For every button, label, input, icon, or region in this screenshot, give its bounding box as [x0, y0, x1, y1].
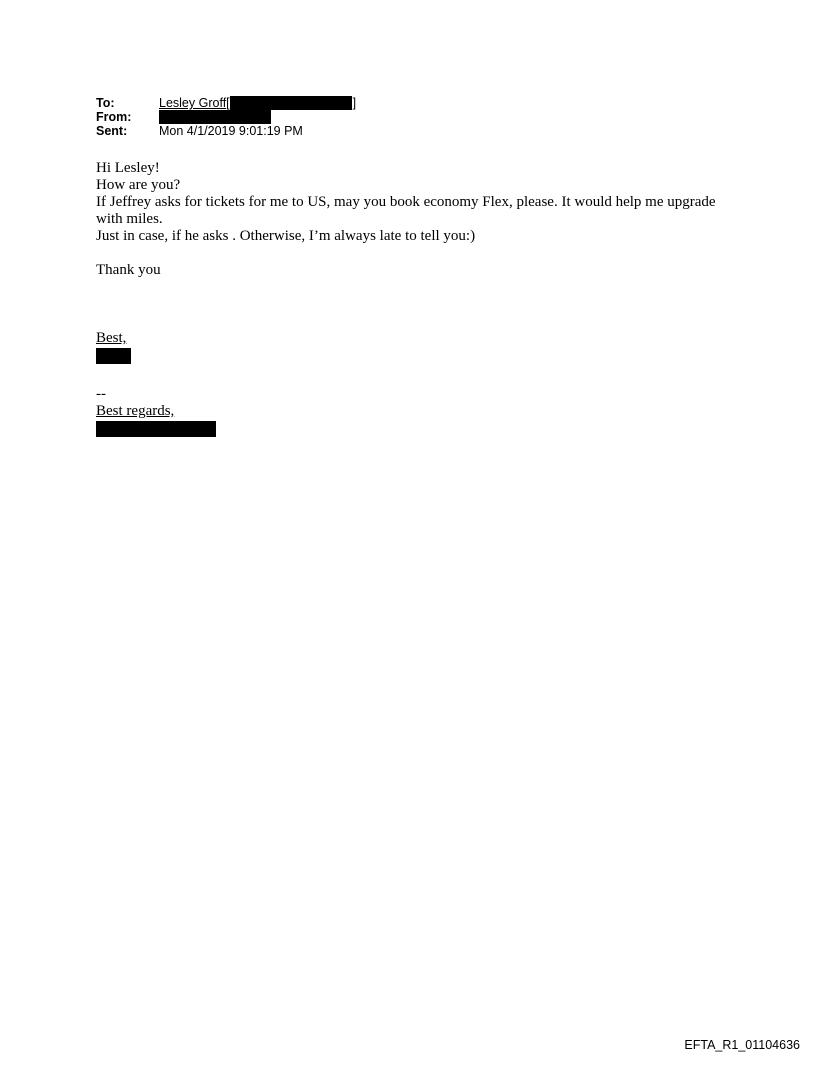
signature-separator: -- [96, 386, 106, 402]
body-line: If Jeffrey asks for tickets for me to US, may you book economy Flex, please. It would help me upgrade with miles. [96, 194, 716, 227]
redacted-sender [159, 110, 271, 124]
to-bracket-close: ] [352, 96, 357, 110]
from-value [159, 110, 271, 124]
redacted-signature [96, 348, 131, 364]
sent-value: Mon 4/1/2019 9:01:19 PM [159, 124, 303, 138]
to-value [159, 96, 356, 110]
redacted-recipient-email [230, 96, 352, 110]
to-row [96, 96, 356, 110]
from-label: From: [96, 110, 132, 124]
redacted-signature-name [96, 421, 216, 437]
body-line: How are you? [96, 177, 181, 193]
to-bracket-open: [ [226, 96, 230, 110]
recipient-name: Lesley Groff [159, 96, 227, 110]
greeting-line: Hi Lesley! [96, 160, 160, 176]
regards-line: Best regards, [96, 403, 175, 419]
closing-line: Best, [96, 330, 127, 346]
to-label: To: [96, 96, 115, 110]
email-body [96, 160, 736, 442]
document-id: EFTA_R1_01104636 [684, 1038, 800, 1052]
sent-label: Sent: [96, 124, 128, 138]
from-row [96, 110, 356, 124]
sent-row [96, 124, 356, 138]
body-line: Just in case, if he asks . Otherwise, I’m always late to tell you:) [96, 228, 476, 244]
thanks-line: Thank you [96, 262, 161, 278]
email-header [96, 96, 356, 138]
